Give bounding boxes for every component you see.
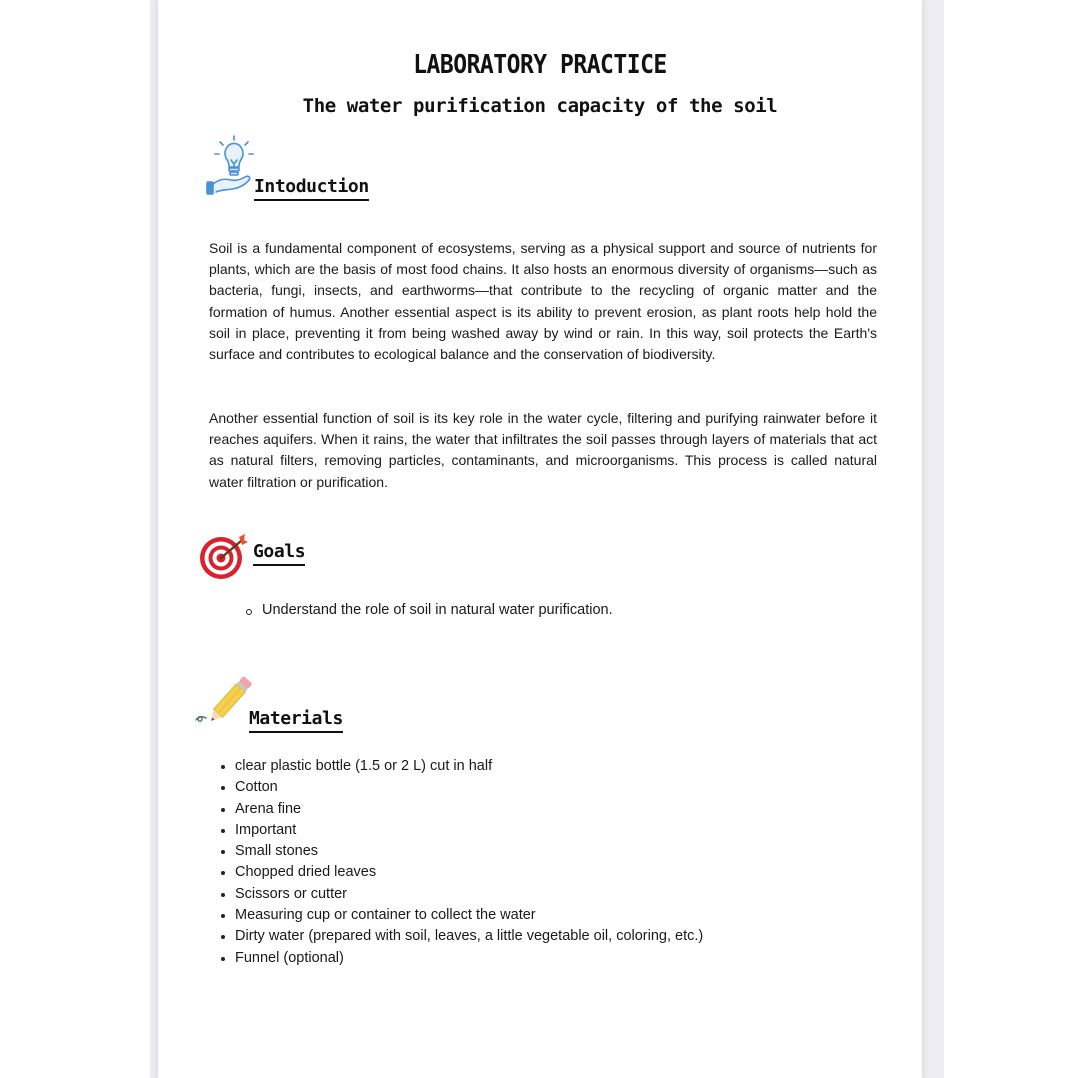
list-item: Chopped dried leaves [218, 862, 703, 883]
list-item: Dirty water (prepared with soil, leaves, a little vegetable oil, coloring, etc.) [218, 926, 703, 947]
list-item: Measuring cup or container to collect the water [218, 905, 703, 926]
target-dart-icon [198, 532, 250, 582]
list-item: clear plastic bottle (1.5 or 2 L) cut in half [218, 756, 703, 777]
list-item: Small stones [218, 841, 703, 862]
list-item: Important [218, 820, 703, 841]
introduction-paragraph-1: Soil is a fundamental component of ecosystems, serving as a physical support and source of nutrients for plants, which are the basis of most food chains. It also hosts an enormous diversity of organisms—such as bacteria, fungi, insects, and earthworms—that contribute to the recycling of organic matter and the formation of humus. Another essential aspect is its ability to prevent erosion, as plant roots help hold the soil in place, preventing it from being washed away by wind or rain. In this way, soil protects the Earth's surface and contributes to ecological balance and the conservation of biodiversity. [209, 240, 877, 363]
list-item: Funnel (optional) [218, 948, 703, 969]
lightbulb-hand-icon [206, 130, 258, 200]
materials-list [218, 756, 703, 969]
document-page [158, 0, 922, 1078]
document-subtitle: The water purification capacity of the soil [302, 95, 778, 117]
list-item: Scissors or cutter [218, 884, 703, 905]
list-item: Arena fine [218, 799, 703, 820]
introduction-paragraph-2: Another essential function of soil is its key role in the water cycle, filtering and purifying rainwater before it reaches aquifers. When it rains, the water that infiltrates the soil passes through layers of materials that act as natural filters, removing particles, contaminants, and microorganisms. This process is called natural water filtration or purification. [209, 410, 877, 490]
goals-heading: Goals [253, 541, 305, 566]
list-item: Understand the role of soil in natural water purification. [244, 600, 613, 620]
goals-list [244, 600, 613, 620]
introduction-heading: Intoduction [254, 176, 369, 201]
materials-heading: Materials [249, 708, 343, 733]
list-item: Cotton [218, 777, 703, 798]
document-title: LABORATORY PRACTICE [413, 50, 667, 80]
